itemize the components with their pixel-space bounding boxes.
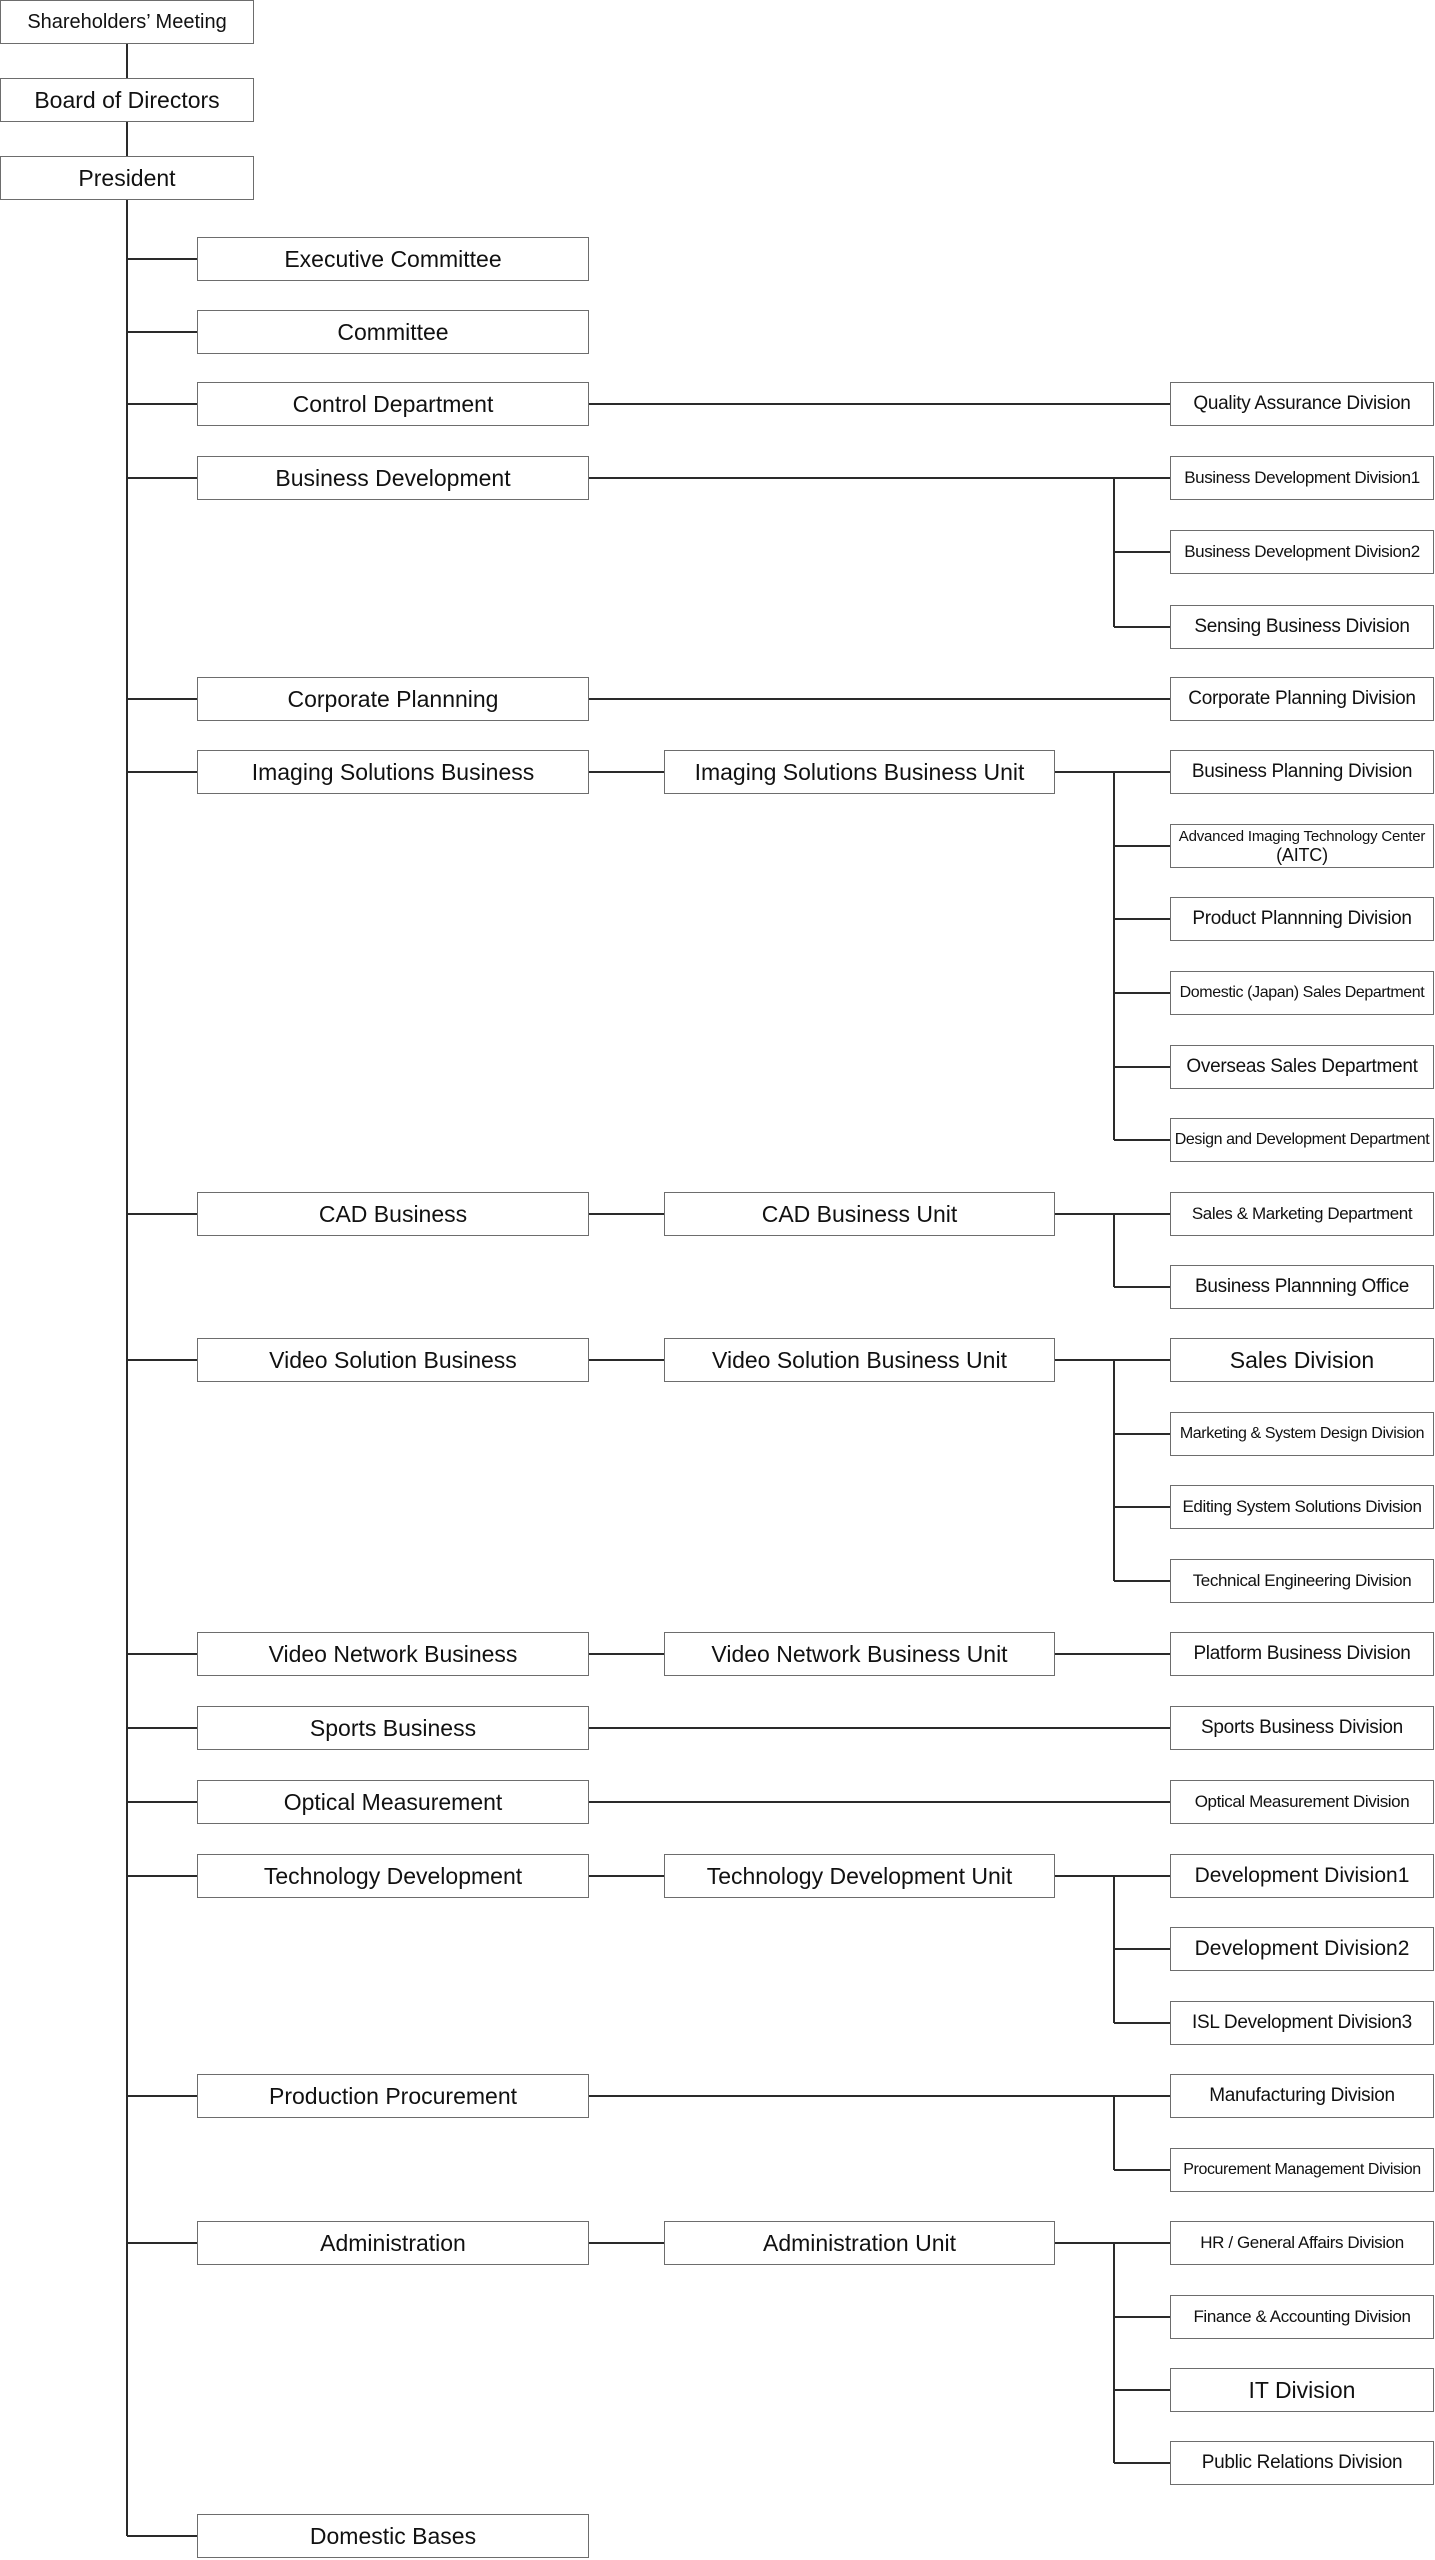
video-network-business-box [197, 1632, 589, 1676]
video-network-business-label: Video Network Business [268, 1640, 518, 1667]
technology-development-unit-box [664, 1854, 1055, 1898]
administration-unit-box [664, 2221, 1055, 2265]
president-label: President [78, 164, 176, 191]
video-solution-unit-label: Video Solution Business Unit [712, 1346, 1007, 1373]
sensing-business-division-label: Sensing Business Division [1194, 616, 1410, 637]
corporate-planning-box [197, 677, 589, 721]
domestic-bases-box [197, 2514, 589, 2558]
sports-business-division-label: Sports Business Division [1201, 1717, 1403, 1738]
manufacturing-division-box [1170, 2074, 1434, 2118]
finance-accounting-division-box [1170, 2295, 1434, 2339]
corporate-planning-division-box [1170, 677, 1434, 721]
sales-division-box [1170, 1338, 1434, 1382]
committee-box [197, 310, 589, 354]
it-division-box [1170, 2368, 1434, 2412]
development-division2-box [1170, 1927, 1434, 1971]
platform-business-division-box [1170, 1632, 1434, 1676]
domestic-sales-department-label: Domestic (Japan) Sales Department [1179, 984, 1425, 1001]
business-development-division1-box [1170, 456, 1434, 500]
development-division1-box [1170, 1854, 1434, 1898]
technology-development-label: Technology Development [263, 1862, 523, 1889]
business-planning-office-box [1170, 1265, 1434, 1309]
technical-engineering-division-box [1170, 1559, 1434, 1603]
optical-measurement-division-label: Optical Measurement Division [1194, 1792, 1410, 1811]
procurement-management-division-box [1170, 2148, 1434, 2192]
optical-measurement-label: Optical Measurement [283, 1788, 503, 1815]
product-planning-division-box [1170, 897, 1434, 941]
aitc-label-line2: (AITC) [1276, 845, 1328, 865]
sales-division-label: Sales Division [1229, 1346, 1375, 1373]
business-development-division2-box [1170, 530, 1434, 574]
cad-business-unit-label: CAD Business Unit [761, 1200, 958, 1227]
hr-general-affairs-division-box [1170, 2221, 1434, 2265]
business-development-division2-label: Business Development Division2 [1184, 542, 1420, 561]
board-of-directors-label: Board of Directors [34, 86, 220, 113]
administration-unit-label: Administration Unit [762, 2229, 957, 2256]
product-planning-division-label: Product Plannning Division [1192, 908, 1412, 929]
domestic-sales-department-box [1170, 971, 1434, 1015]
it-division-label: IT Division [1248, 2376, 1356, 2403]
business-development-label: Business Development [275, 464, 511, 491]
production-procurement-box [197, 2074, 589, 2118]
marketing-system-design-division-box [1170, 1412, 1434, 1456]
shareholders-meeting-box [0, 0, 254, 44]
executive-committee-label: Executive Committee [284, 245, 502, 272]
video-network-unit-label: Video Network Business Unit [711, 1640, 1008, 1667]
sales-marketing-department-box [1170, 1192, 1434, 1236]
aitc-label-line1: Advanced Imaging Technology Center [1178, 828, 1426, 845]
isl-development-division3-label: ISL Development Division3 [1192, 2012, 1412, 2033]
control-department-box [197, 382, 589, 426]
shareholders-meeting-label: Shareholders’ Meeting [27, 10, 227, 33]
domestic-bases-label: Domestic Bases [309, 2522, 477, 2549]
business-planning-division-box [1170, 750, 1434, 794]
platform-business-division-label: Platform Business Division [1193, 1643, 1411, 1664]
marketing-system-design-division-label: Marketing & System Design Division [1179, 1425, 1425, 1442]
technology-development-unit-label: Technology Development Unit [706, 1862, 1013, 1889]
cad-business-label: CAD Business [318, 1200, 468, 1227]
cad-business-box [197, 1192, 589, 1236]
cad-business-unit-box [664, 1192, 1055, 1236]
optical-measurement-division-box [1170, 1780, 1434, 1824]
committee-label: Committee [337, 318, 449, 345]
design-development-department-label: Design and Development Department [1174, 1131, 1430, 1148]
sales-marketing-department-label: Sales & Marketing Department [1191, 1204, 1413, 1223]
imaging-solutions-unit-box [664, 750, 1055, 794]
imaging-solutions-business-box [197, 750, 589, 794]
quality-assurance-division-label: Quality Assurance Division [1193, 393, 1411, 414]
president-box [0, 156, 254, 200]
business-planning-office-label: Business Plannning Office [1195, 1276, 1409, 1297]
sports-business-division-box [1170, 1706, 1434, 1750]
administration-label: Administration [320, 2229, 466, 2256]
public-relations-division-box [1170, 2441, 1434, 2485]
overseas-sales-department-box [1170, 1045, 1434, 1089]
aitc-box [1170, 824, 1434, 868]
corporate-planning-label: Corporate Plannning [287, 685, 499, 712]
video-network-unit-box [664, 1632, 1055, 1676]
optical-measurement-box [197, 1780, 589, 1824]
development-division1-label: Development Division1 [1194, 1864, 1410, 1887]
sports-business-box [197, 1706, 589, 1750]
video-solution-business-label: Video Solution Business [269, 1346, 517, 1373]
finance-accounting-division-label: Finance & Accounting Division [1193, 2307, 1411, 2326]
technology-development-box [197, 1854, 589, 1898]
business-planning-division-label: Business Planning Division [1191, 761, 1413, 782]
control-department-label: Control Department [292, 390, 494, 417]
development-division2-label: Development Division2 [1194, 1937, 1410, 1960]
procurement-management-division-label: Procurement Management Division [1183, 2161, 1421, 2178]
production-procurement-label: Production Procurement [268, 2082, 517, 2109]
imaging-solutions-unit-label: Imaging Solutions Business Unit [694, 758, 1025, 785]
design-development-department-box [1170, 1118, 1434, 1162]
overseas-sales-department-label: Overseas Sales Department [1186, 1056, 1418, 1077]
quality-assurance-division-box [1170, 382, 1434, 426]
hr-general-affairs-division-label: HR / General Affairs Division [1200, 2233, 1404, 2252]
board-of-directors-box [0, 78, 254, 122]
imaging-solutions-business-label: Imaging Solutions Business [251, 758, 535, 785]
executive-committee-box [197, 237, 589, 281]
technical-engineering-division-label: Technical Engineering Division [1192, 1571, 1412, 1590]
sensing-business-division-box [1170, 605, 1434, 649]
business-development-division1-label: Business Development Division1 [1184, 468, 1420, 487]
video-solution-business-box [197, 1338, 589, 1382]
video-solution-unit-box [664, 1338, 1055, 1382]
administration-box [197, 2221, 589, 2265]
public-relations-division-label: Public Relations Division [1201, 2452, 1403, 2473]
business-development-box [197, 456, 589, 500]
corporate-planning-division-label: Corporate Planning Division [1188, 688, 1416, 709]
editing-system-solutions-division-label: Editing System Solutions Division [1182, 1497, 1422, 1516]
isl-development-division3-box [1170, 2001, 1434, 2045]
sports-business-label: Sports Business [309, 1714, 477, 1741]
editing-system-solutions-division-box [1170, 1485, 1434, 1529]
manufacturing-division-label: Manufacturing Division [1209, 2085, 1395, 2106]
